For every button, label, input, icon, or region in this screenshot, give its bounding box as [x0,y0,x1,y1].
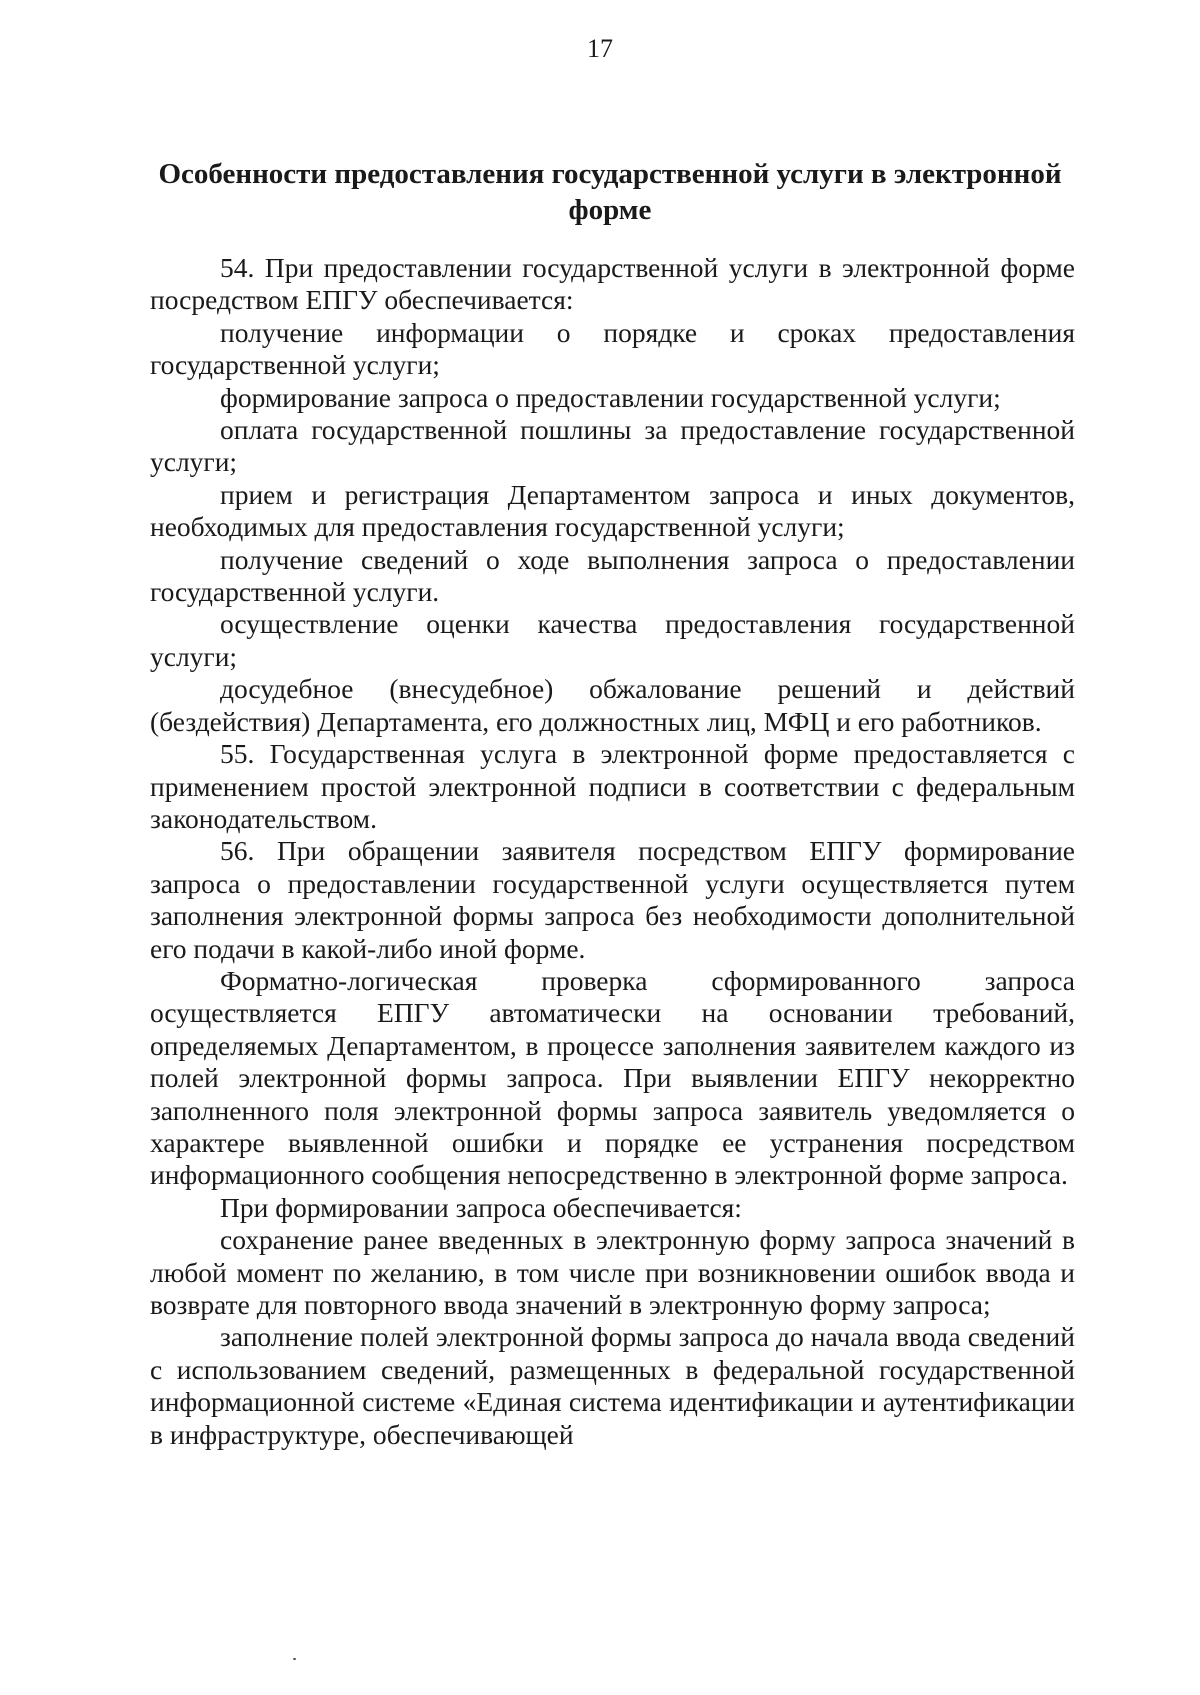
list-item-progress-info: получение сведений о ходе выполнения запроса о предоставлении государственной услуги. [150,543,1075,608]
list-item-registration: прием и регистрация Департаментом запроса и иных документов, необходимых для предоставления государственной услуги; [150,478,1075,543]
paragraph-54: 54. При предоставлении государственной услуги в электронной форме посредством ЕПГУ обеспечивается: [150,252,1075,316]
list-item-save-values: сохранение ранее введенных в электронную форму запроса значений в любой момент по желанию, в том числе при возникновении ошибок ввода и возврате для повторного ввода значений в электронную форму запроса; [150,1224,1075,1320]
paragraph-56: 56. При обращении заявителя посредством ЕПГУ формирование запроса о предоставлении государственной услуги осуществляется путем заполнения электронной формы запроса без необходимости дополнительной его подачи в какой-либо иной форме. [150,835,1075,964]
list-item-info: получение информации о порядке и сроках предоставления государственной услуги; [150,316,1075,381]
page-number: 17 [587,34,613,63]
list-item-appeal: досудебное (внесудебное) обжалование решений и действий (бездействия) Департамента, его должностных лиц, МФЦ и его работников. [150,673,1075,737]
paragraph-format-check: Форматно-логическая проверка сформированного запроса осуществляется ЕПГУ автоматически на основании требований, определяемых Департаментом, в процессе заполнения заявителем каждого из полей электронной формы запроса. При выявлении ЕПГУ некорректно заполненного поля электронной формы запроса заявитель уведомляется о характере выявленной ошибки и порядке ее устранения посредством информационного сообщения непосредственно в электронной форме запроса. [150,964,1075,1191]
list-item-autofill: заполнение полей электронной формы запроса до начала ввода сведений с использованием сведений, размещенных в федеральной государственной информационной системе «Единая система идентификации и аутентификации в инфраструктуре, обеспечивающей [150,1321,1075,1450]
paragraph-request-forming-intro: При формировании запроса обеспечивается: [220,1191,742,1223]
document-body [150,252,1075,1451]
scan-speck [293,1658,296,1660]
paragraph-55: 55. Государственная услуга в электронной форме предоставляется с применением простой электронной подписи в соответствии с федеральным законодательством. [150,738,1075,834]
list-item-quality-rating: осуществление оценки качества предоставления государственной услуги; [150,608,1075,672]
list-item-request-forming: формирование запроса о предоставлении государственной услуги; [220,381,1001,413]
section-title: Особенности предоставления государственной услуги в электронной форме [158,158,1062,226]
list-item-fee-payment: оплата государственной пошлины за предоставление государственной услуги; [150,414,1075,478]
